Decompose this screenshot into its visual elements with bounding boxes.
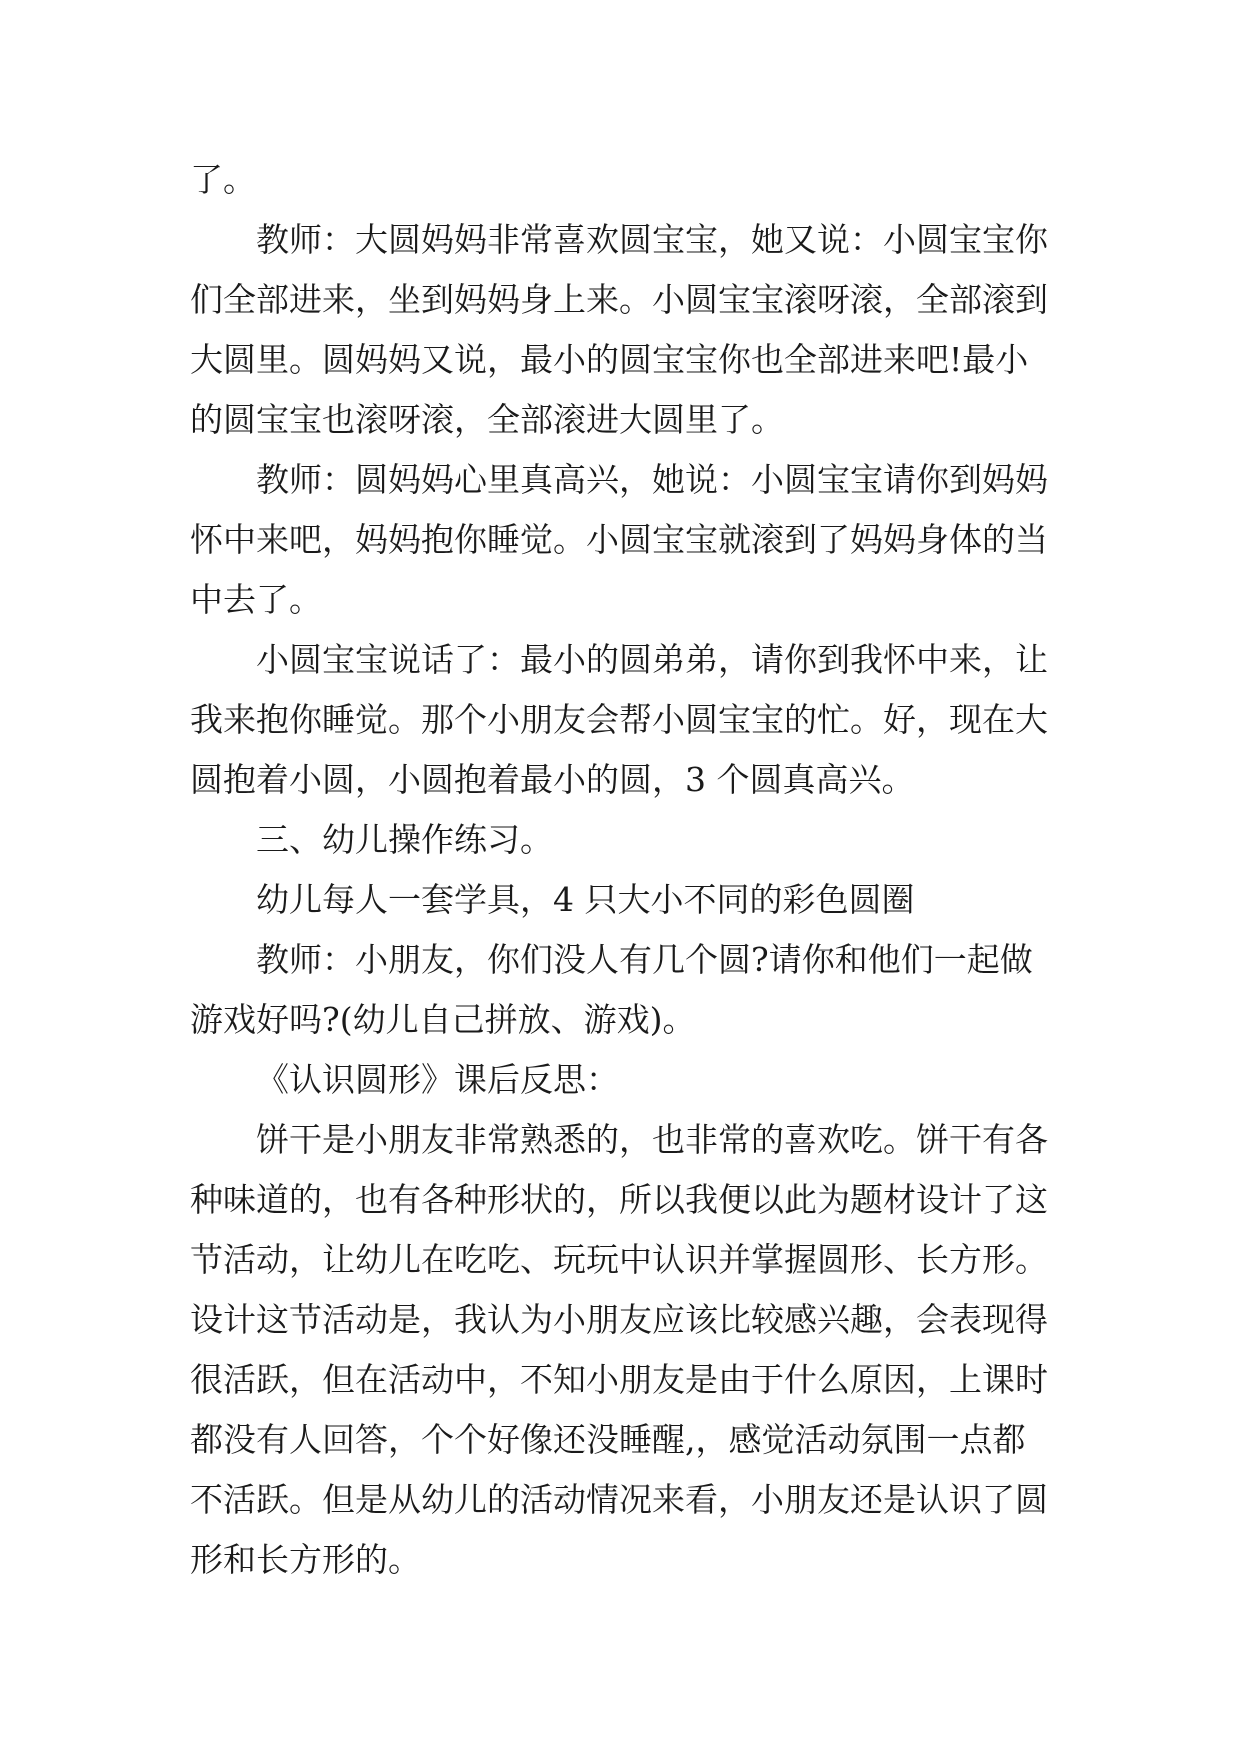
text-line: 的圆宝宝也滚呀滚，全部滚进大圆里了。 <box>190 400 784 439</box>
text-line: 们全部进来，坐到妈妈身上来。小圆宝宝滚呀滚，全部滚到 <box>190 280 1048 319</box>
text-line: 圆抱着小圆，小圆抱着最小的圆，3 个圆真高兴。 <box>190 760 915 799</box>
text-line: 怀中来吧，妈妈抱你睡觉。小圆宝宝就滚到了妈妈身体的当 <box>190 520 1048 559</box>
text-line: 饼干是小朋友非常熟悉的，也非常的喜欢吃。饼干有各 <box>256 1120 1048 1159</box>
text-line: 形和长方形的。 <box>190 1540 421 1579</box>
text-line: 大圆里。圆妈妈又说，最小的圆宝宝你也全部进来吧!最小 <box>190 340 1029 379</box>
text-line: 小圆宝宝说话了：最小的圆弟弟，请你到我怀中来，让 <box>256 640 1048 679</box>
text-line: 教师：小朋友，你们没人有几个圆?请你和他们一起做 <box>256 940 1033 979</box>
text-line: 不活跃。但是从幼儿的活动情况来看，小朋友还是认识了圆 <box>190 1480 1048 1519</box>
text-line: 都没有人回答，个个好像还没睡醒,，感觉活动氛围一点都 <box>190 1420 1026 1459</box>
document-body <box>190 150 1048 1590</box>
text-line: 设计这节活动是，我认为小朋友应该比较感兴趣，会表现得 <box>190 1300 1048 1339</box>
text-line: 了。 <box>190 160 256 199</box>
text-line: 种味道的，也有各种形状的，所以我便以此为题材设计了这 <box>190 1180 1048 1219</box>
text-line: 中去了。 <box>190 580 322 619</box>
text-line: 幼儿每人一套学具，4 只大小不同的彩色圆圈 <box>256 880 915 919</box>
text-line: 游戏好吗?(幼儿自己拼放、游戏)。 <box>190 1000 696 1039</box>
text-line: 我来抱你睡觉。那个小朋友会帮小圆宝宝的忙。好，现在大 <box>190 700 1048 739</box>
text-line: 教师：圆妈妈心里真高兴，她说：小圆宝宝请你到妈妈 <box>256 460 1048 499</box>
text-line: 教师：大圆妈妈非常喜欢圆宝宝，她又说：小圆宝宝你 <box>256 220 1048 259</box>
text-line: 节活动，让幼儿在吃吃、玩玩中认识并掌握圆形、长方形。 <box>190 1240 1048 1279</box>
section-heading: 《认识圆形》课后反思： <box>256 1060 619 1099</box>
text-line: 很活跃，但在活动中，不知小朋友是由于什么原因，上课时 <box>190 1360 1048 1399</box>
section-heading: 三、幼儿操作练习。 <box>256 820 553 859</box>
